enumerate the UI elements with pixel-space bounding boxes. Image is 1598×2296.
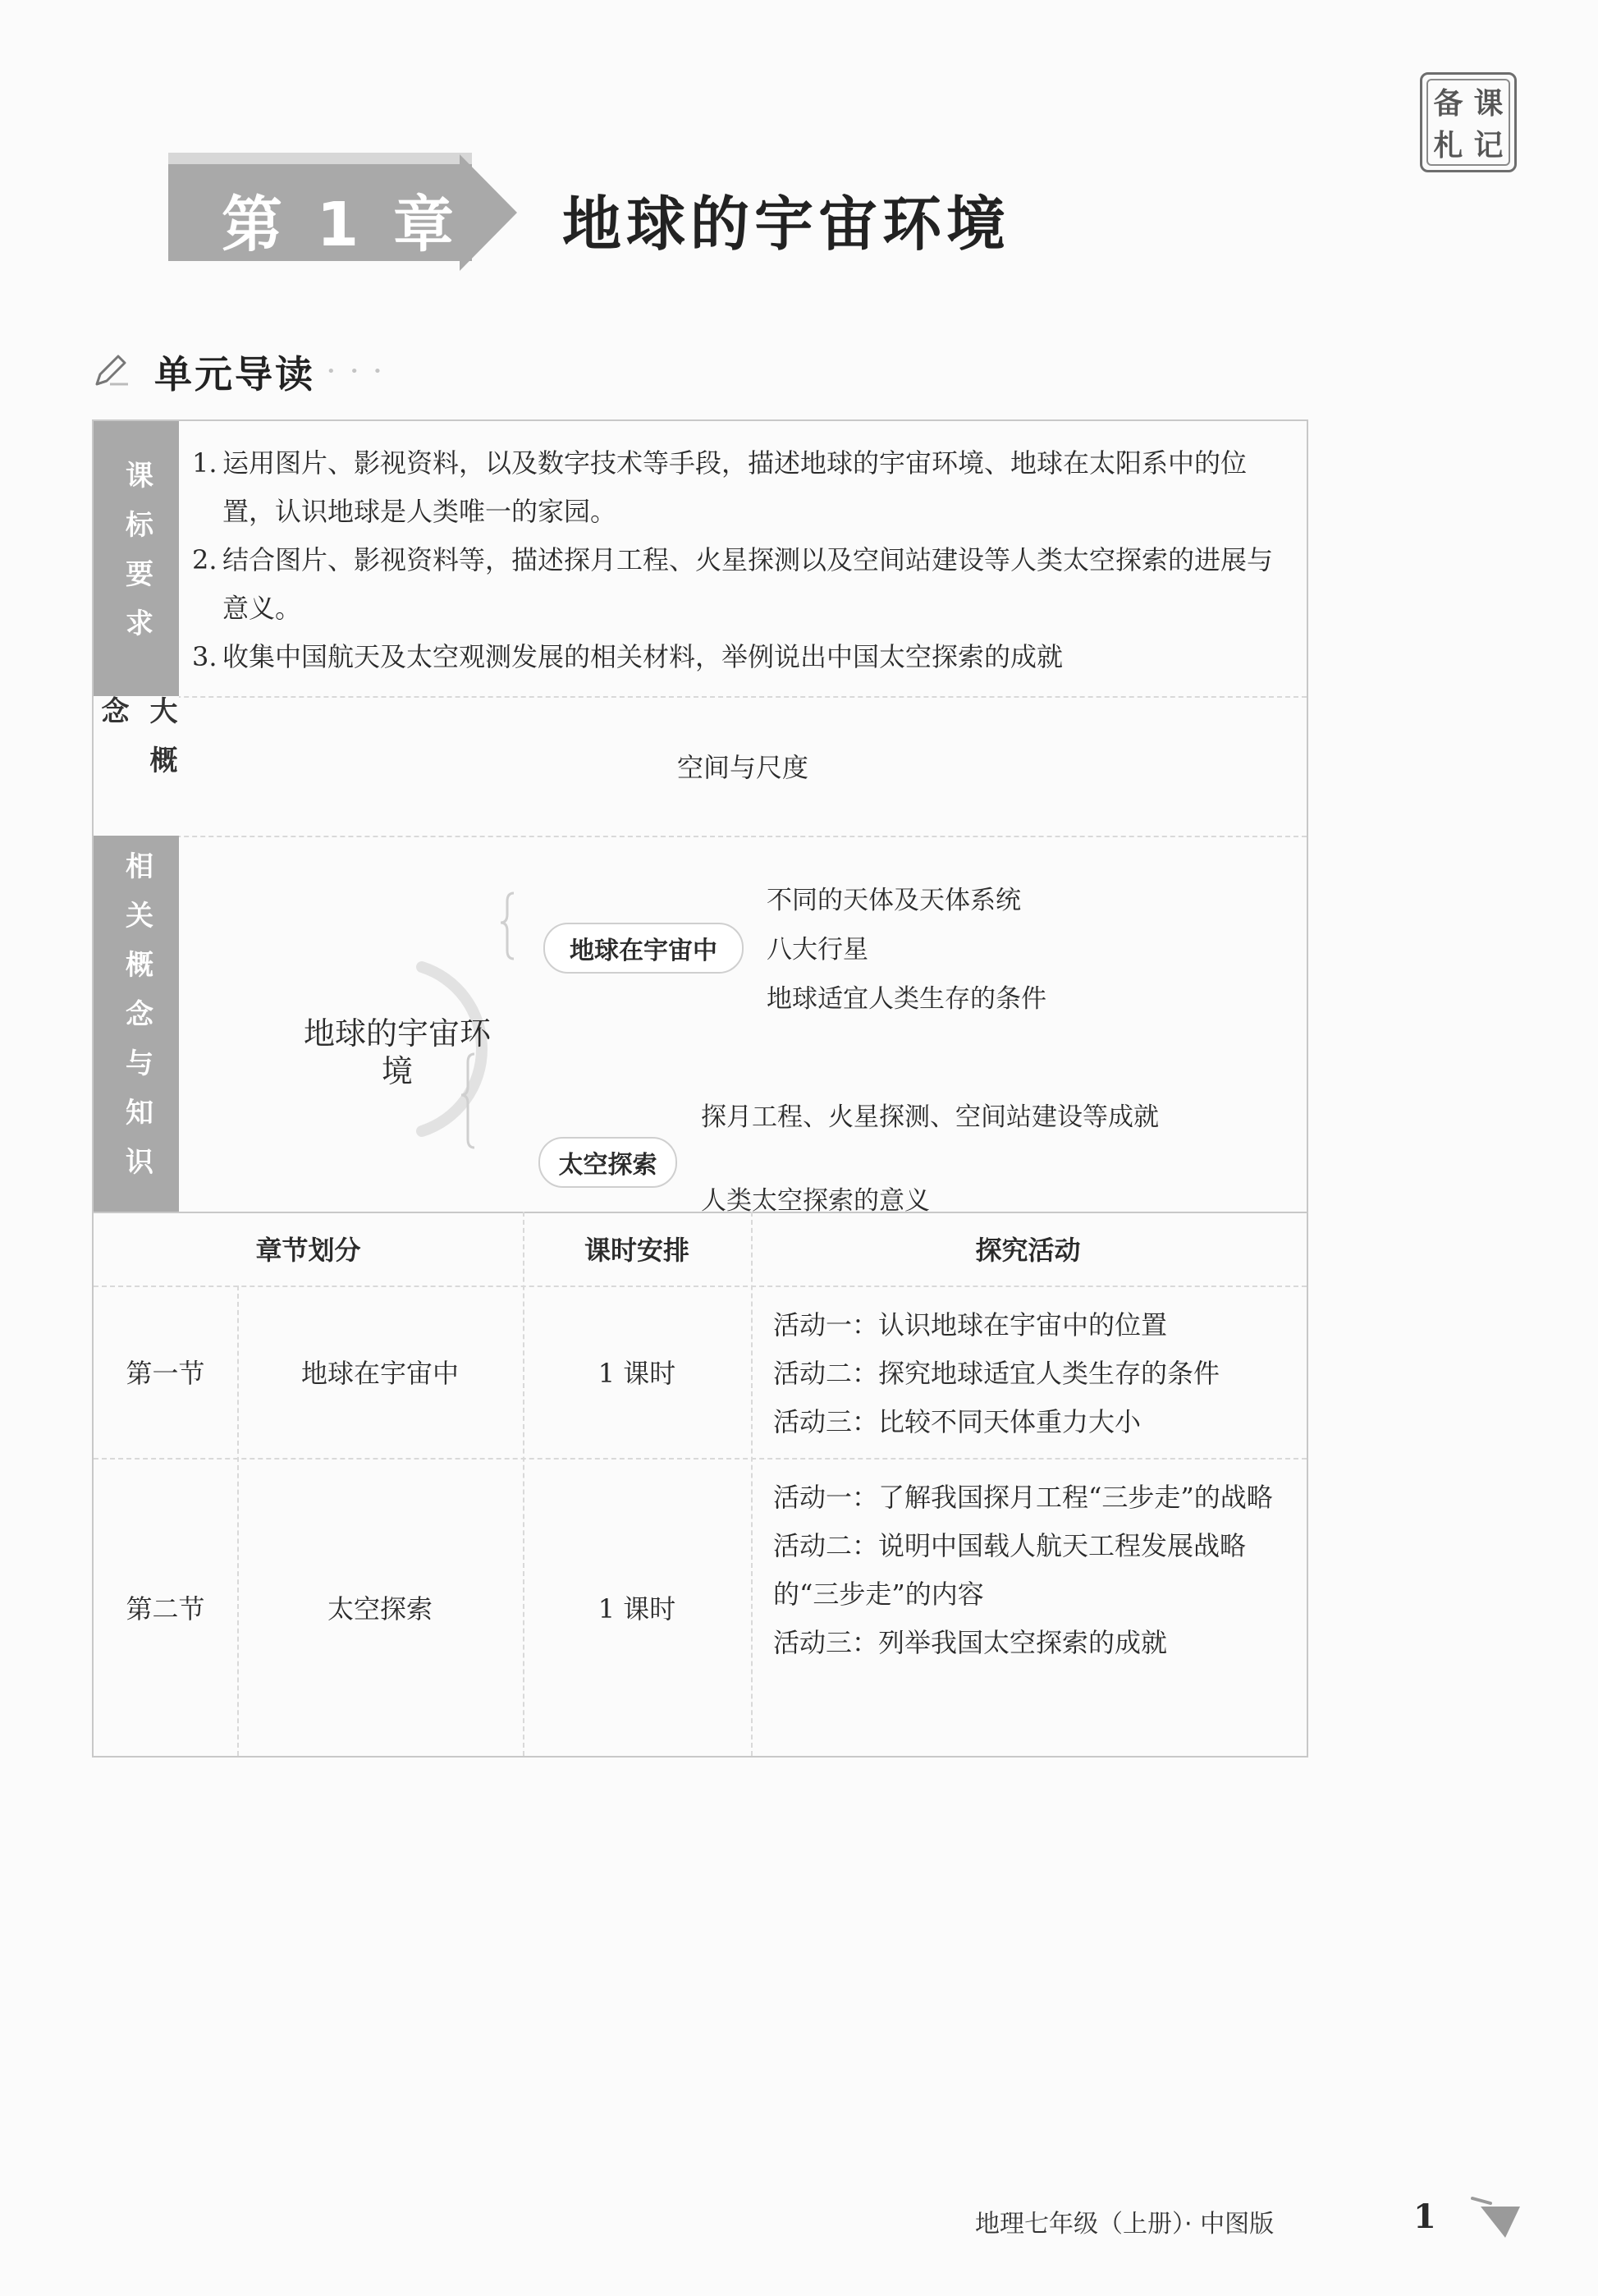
header-division: 章节划分 (255, 1235, 361, 1266)
requirement-item (192, 536, 1294, 633)
requirement-item (192, 633, 1294, 681)
activity-item: 活动一：了解我国探月工程“三步走”的战略 (773, 1482, 1273, 1513)
requirement-number: 1. (192, 447, 217, 479)
related-label (94, 836, 179, 1212)
corner-stamp (1420, 72, 1517, 172)
activity-item: 活动三：比较不同天体重力大小 (773, 1406, 1142, 1437)
chapter-label: 第 1 章 (222, 190, 461, 260)
footer-book-title: 地理七年级（上册）· 中图版 (975, 2210, 1275, 2239)
activity-list (773, 1473, 1290, 1667)
branch-bracket (501, 893, 514, 959)
requirement-item (192, 439, 1294, 536)
big-concept-label (94, 696, 179, 836)
big-concept (179, 696, 1307, 836)
requirement-number: 2. (192, 544, 217, 575)
requirement-text: 收集中国航天及太空观测发展的相关材料，举例说出中国太空探索的成就 (222, 641, 1064, 672)
mindmap-center: 地球的宇宙环境 (303, 1015, 491, 1089)
activity-list (773, 1301, 1220, 1446)
stamp-char: 课 (1473, 87, 1504, 121)
activity-item: 活动二：说明中国载人航天工程发展战略的“三步走”的内容 (773, 1530, 1247, 1610)
mindmap-branch-space: 太空探索 (538, 1137, 677, 1188)
header-hours: 课时安排 (584, 1235, 689, 1266)
curriculum-label (94, 421, 179, 696)
section-name: 地球在宇宙中 (300, 1358, 459, 1389)
pencil-icon (92, 351, 130, 389)
mindmap-branch-earth: 地球在宇宙中 (543, 923, 744, 974)
activity-item: 活动一：认识地球在宇宙中的位置 (773, 1309, 1168, 1340)
curriculum-label-text: 课标要求 (120, 460, 153, 658)
page-number: 1 (1413, 2197, 1436, 2236)
page-corner-decoration-icon (1469, 2192, 1527, 2241)
section-dots: • • • (327, 363, 387, 380)
mindmap-leaf: 地球适宜人类生存的条件 (767, 984, 1046, 1014)
mindmap-leaf: 八大行星 (767, 935, 868, 965)
activity-item: 活动二：探究地球适宜人类生存的条件 (773, 1358, 1220, 1389)
header-activities: 探究活动 (975, 1235, 1081, 1266)
stamp-char: 札 (1433, 129, 1463, 163)
requirement-text: 结合图片、影视资料等，描述探月工程、火星探测以及空间站建设等人类太空探索的进展与意义。 (222, 544, 1274, 624)
requirement-number: 3. (192, 641, 217, 672)
section-number: 第二节 (126, 1593, 205, 1625)
stamp-char: 记 (1473, 129, 1504, 163)
big-concept-text: 空间与尺度 (676, 752, 808, 783)
activity-item: 活动三：列举我国太空探索的成就 (773, 1627, 1168, 1658)
column-divider (751, 1212, 753, 1756)
mindmap-leaf: 不同的天体及天体系统 (767, 886, 1021, 915)
big-concept-label-text: 大概念 (96, 696, 177, 795)
chapter-title: 地球的宇宙环境 (562, 190, 1011, 259)
stamp-char: 备 (1433, 87, 1463, 121)
requirement-text: 运用图片、影视资料，以及数字技术等手段，描述地球的宇宙环境、地球在太阳系中的位置，认识地球是人类唯一的家园。 (222, 447, 1248, 527)
requirements-list (192, 439, 1294, 681)
section-number: 第一节 (126, 1358, 205, 1389)
mindmap-leaf: 探月工程、火星探测、空间站建设等成就 (701, 1102, 1159, 1132)
chapter-banner-arrow (460, 154, 517, 271)
unit-guide-table (92, 419, 1308, 1758)
section-title: 单元导读 (154, 352, 315, 396)
section-hours: 1 课时 (598, 1593, 676, 1625)
section-hours: 1 课时 (598, 1358, 676, 1389)
mindmap-leaf: 人类太空探索的意义 (701, 1186, 930, 1216)
related-label-text: 相关概念与知识 (120, 851, 153, 1196)
section-name: 太空探索 (327, 1593, 433, 1625)
